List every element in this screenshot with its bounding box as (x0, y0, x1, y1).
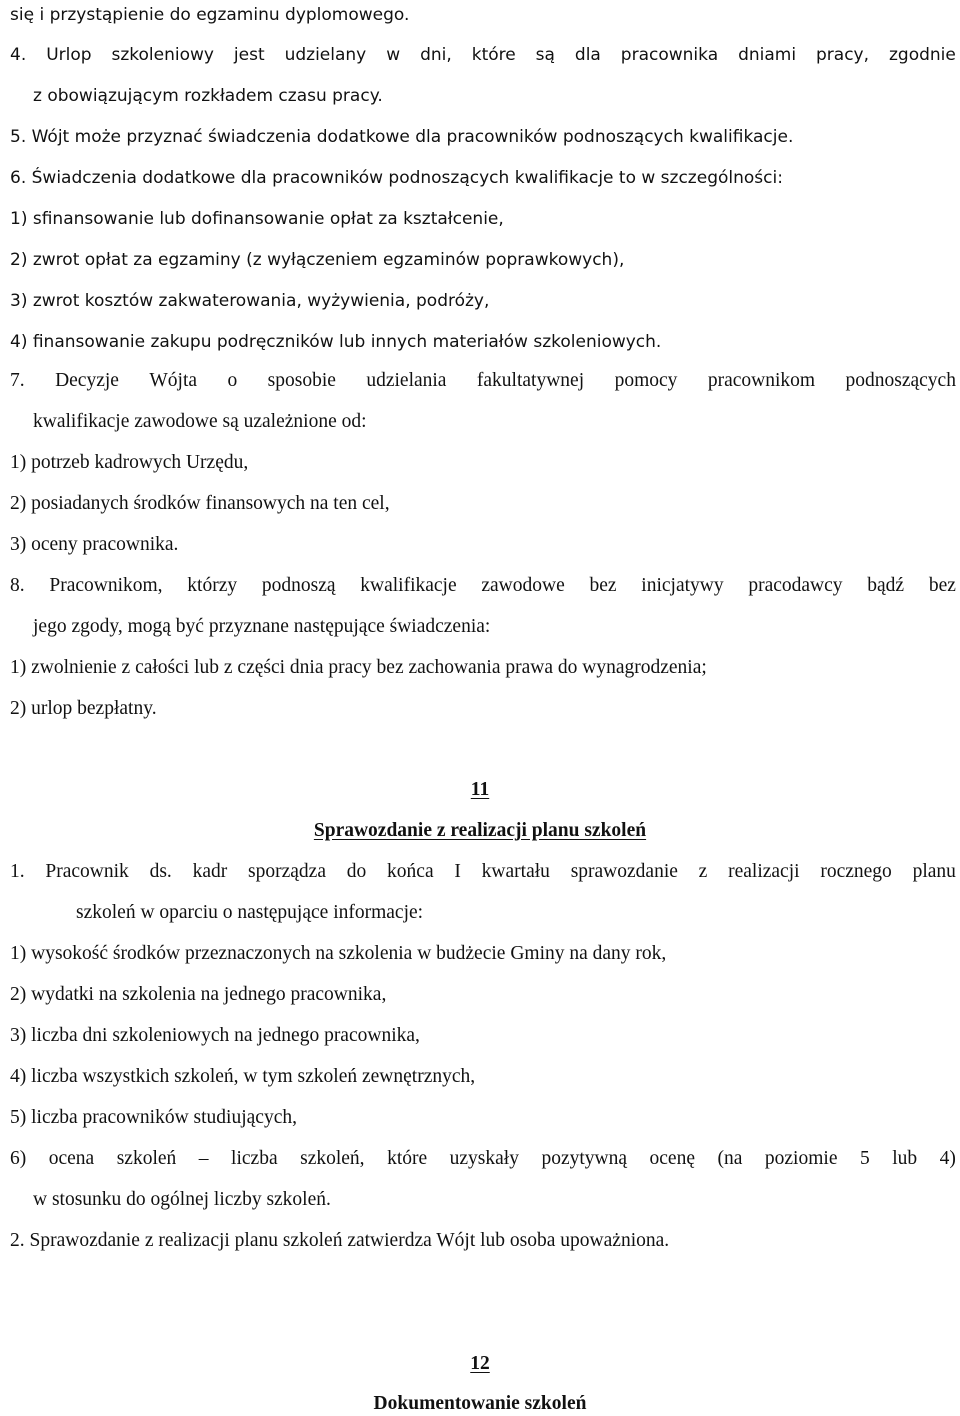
justified-line (10, 43, 956, 67)
word: realizacji (728, 861, 800, 882)
word: którzy (187, 575, 238, 596)
word: szkoleń (116, 1148, 177, 1169)
word: zawodowe (481, 575, 565, 596)
text-line: jego zgody, mogą być przyznane następujące świadczenia: (33, 616, 491, 637)
word: pracodawcy (748, 575, 843, 596)
list-item: 3) zwrot kosztów zakwaterowania, wyżywienia, podróży, (10, 291, 490, 311)
section-number: 12 (470, 1353, 490, 1374)
word: lub (892, 1148, 918, 1169)
word: z (698, 861, 708, 882)
word: I (454, 861, 461, 882)
word: sporządza (248, 861, 326, 882)
word: w (386, 45, 401, 65)
word: bądź (867, 575, 905, 596)
word: poziomie (764, 1148, 838, 1169)
text-line: 5. Wójt może przyznać świadczenia dodatkowe dla pracowników podnoszących kwalifikacje. (10, 127, 794, 147)
word: (na (717, 1148, 743, 1169)
word: ds. (149, 861, 172, 882)
word: bez (928, 575, 956, 596)
word: ocena (48, 1148, 95, 1169)
section-heading: Dokumentowanie szkoleń (373, 1393, 587, 1414)
list-item: 5) liczba pracowników studiujących, (10, 1107, 297, 1128)
word: pracownikom (707, 370, 816, 391)
justified-line (10, 1147, 956, 1171)
list-item: 1) wysokość środków przeznaczonych na szkolenia w budżecie Gminy na dany rok, (10, 943, 667, 964)
justified-line (10, 574, 956, 598)
text-line: szkoleń w oparciu o następujące informacje: (76, 902, 424, 923)
text-line: 6. Świadczenia dodatkowe dla pracowników podnoszących kwalifikacje to w szczególności: (10, 168, 783, 188)
word: udzielania (366, 370, 447, 391)
word: 1. (10, 861, 25, 882)
word: kwartału (481, 861, 550, 882)
word: podnoszących (845, 370, 956, 391)
word: pomocy (614, 370, 678, 391)
word: o (227, 370, 238, 391)
word: udzielany (284, 45, 367, 65)
justified-line (10, 860, 956, 884)
word: pracownika (620, 45, 719, 65)
word: Wójta (149, 370, 198, 391)
word: planu (912, 861, 956, 882)
list-item: 2) urlop bezpłatny. (10, 698, 157, 719)
list-item: 4) finansowanie zakupu podręczników lub innych materiałów szkoleniowych. (10, 332, 662, 352)
section-heading: Sprawozdanie z realizacji planu szkoleń (313, 820, 647, 841)
word: podnoszą (261, 575, 336, 596)
word: sposobie (267, 370, 336, 391)
text-line: kwalifikacje zawodowe są uzależnione od: (33, 411, 367, 432)
text-line: się i przystąpienie do egzaminu dyplomowego. (10, 5, 410, 25)
word: do (346, 861, 367, 882)
word: fakultatywnej (476, 370, 585, 391)
list-item: 3) oceny pracownika. (10, 534, 179, 555)
word: końca (387, 861, 434, 882)
word: Urlop (46, 45, 92, 65)
text-line: 2. Sprawozdanie z realizacji planu szkoleń zatwierdza Wójt lub osoba upoważniona. (10, 1230, 670, 1251)
word: liczba (231, 1148, 278, 1169)
word: kadr (192, 861, 228, 882)
word: Pracownik (45, 861, 129, 882)
word: 8. (10, 575, 25, 596)
section-number: 11 (470, 779, 490, 800)
word: rocznego (820, 861, 892, 882)
word: pracy, (816, 45, 870, 65)
word: 6) (10, 1148, 27, 1169)
list-item: 2) posiadanych środków finansowych na ten cel, (10, 493, 390, 514)
word: 7. (10, 370, 25, 391)
word: szkoleniowy (111, 45, 214, 65)
text-line: z obowiązującym rozkładem czasu pracy. (33, 86, 383, 106)
word: 4. (10, 45, 27, 65)
word: ocenę (649, 1148, 695, 1169)
word: Decyzje (55, 370, 119, 391)
word: bez (589, 575, 617, 596)
list-item: 2) zwrot opłat za egzaminy (z wyłączeniem egzaminów poprawkowych), (10, 250, 625, 270)
list-item: 4) liczba wszystkich szkoleń, w tym szkoleń zewnętrznych, (10, 1066, 476, 1087)
word: 4) (939, 1148, 956, 1169)
word: Pracownikom, (49, 575, 163, 596)
text-line: w stosunku do ogólnej liczby szkoleń. (33, 1189, 331, 1210)
list-item: 2) wydatki na szkolenia na jednego pracownika, (10, 984, 387, 1005)
list-item: 3) liczba dni szkoleniowych na jednego pracownika, (10, 1025, 420, 1046)
word: dni, (420, 45, 452, 65)
word: – (198, 1148, 209, 1169)
list-item: 1) potrzeb kadrowych Urzędu, (10, 452, 249, 473)
word: szkoleń, (300, 1148, 365, 1169)
word: kwalifikacje (360, 575, 457, 596)
word: które (471, 45, 516, 65)
list-item: 1) sfinansowanie lub dofinansowanie opłat za kształcenie, (10, 209, 504, 229)
word: sprawozdanie (570, 861, 678, 882)
word: jest (233, 45, 265, 65)
word: zgodnie (888, 45, 956, 65)
word: uzyskały (449, 1148, 519, 1169)
word: pozytywną (541, 1148, 628, 1169)
justified-line (10, 369, 956, 393)
word: 5 (859, 1148, 870, 1169)
word: dla (574, 45, 601, 65)
word: są (535, 45, 555, 65)
word: które (387, 1148, 428, 1169)
word: inicjatywy (641, 575, 724, 596)
word: dniami (738, 45, 797, 65)
list-item: 1) zwolnienie z całości lub z części dnia pracy bez zachowania prawa do wynagrodzenia; (10, 657, 707, 678)
